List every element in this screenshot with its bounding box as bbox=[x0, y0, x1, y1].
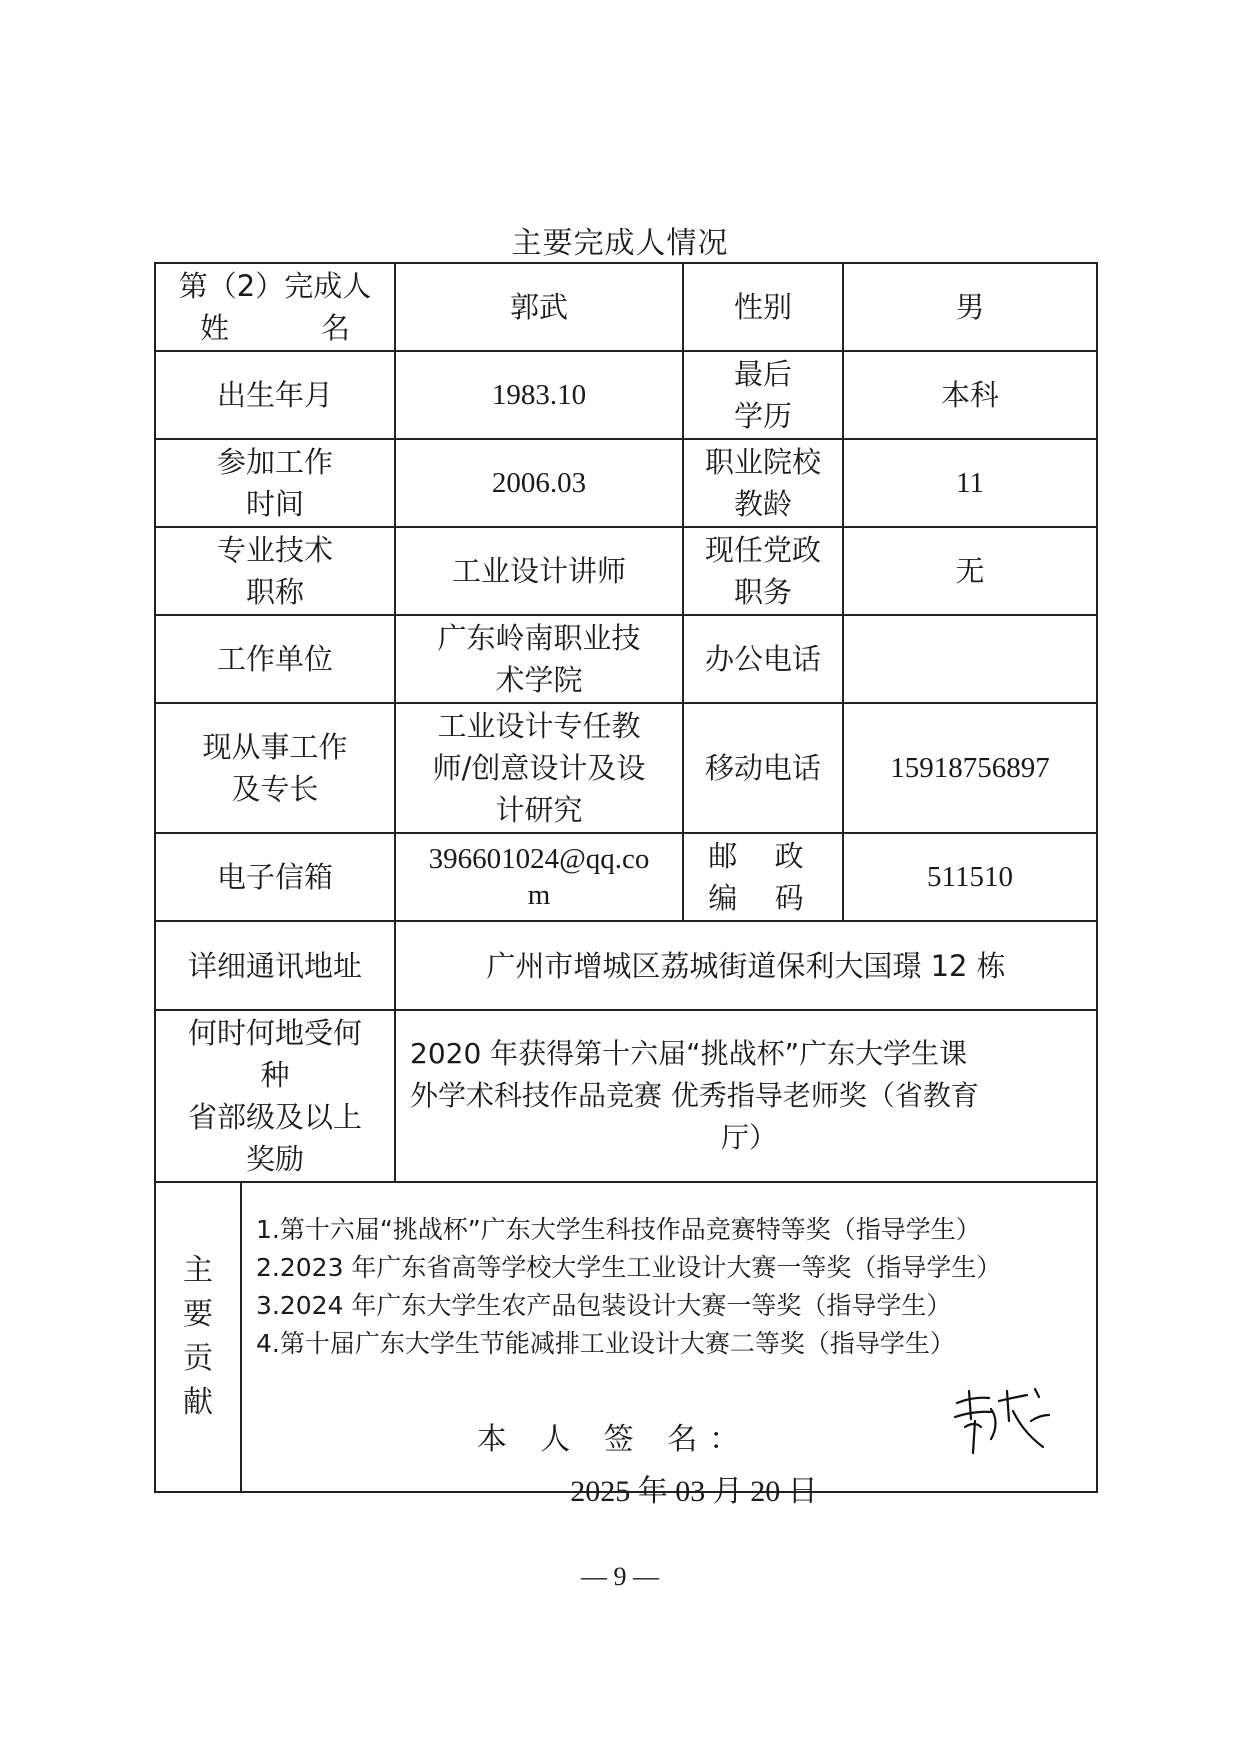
teaching-years-value: 11 bbox=[843, 439, 1097, 527]
award-value-line3: 厅） bbox=[721, 1121, 778, 1154]
contributions-label-char: 贡 bbox=[183, 1341, 213, 1376]
office-phone-value bbox=[843, 615, 1097, 703]
handwritten-signature bbox=[947, 1381, 1057, 1461]
education-label-line1: 最后 bbox=[734, 357, 793, 391]
tech-title-label-cell bbox=[155, 527, 395, 615]
party-post-label-line1: 现任党政 bbox=[705, 533, 822, 567]
award-value-line2: 外学术科技作品竞赛 优秀指导老师奖（省教育 bbox=[410, 1079, 979, 1112]
employer-value-cell bbox=[395, 615, 683, 703]
mobile-label: 移动电话 bbox=[683, 703, 843, 833]
teaching-years-label-cell bbox=[683, 439, 843, 527]
postcode-label-line1: 邮 政 bbox=[708, 839, 818, 873]
postcode-label-cell bbox=[683, 833, 843, 921]
employer-value-line2: 术学院 bbox=[495, 663, 583, 697]
contributions-content bbox=[241, 1182, 1097, 1508]
name-label-cell bbox=[155, 263, 395, 351]
award-label-line3: 省部级及以上 bbox=[188, 1100, 363, 1134]
education-label-cell bbox=[683, 351, 843, 439]
party-post-label-line2: 职务 bbox=[734, 575, 793, 609]
gender-value: 男 bbox=[843, 263, 1097, 351]
gender-label: 性别 bbox=[683, 263, 843, 351]
current-work-value-cell bbox=[395, 703, 683, 833]
signature-date: 2025 年 03 月 20 日 bbox=[570, 1475, 818, 1508]
name-value: 郭武 bbox=[395, 263, 683, 351]
education-label-line2: 学历 bbox=[734, 399, 793, 433]
award-value-line1: 2020 年获得第十六届“挑战杯”广东大学生课 bbox=[410, 1037, 968, 1070]
contribution-item: 1.第十六届“挑战杯”广东大学生科技作品竞赛特等奖（指导学生） bbox=[256, 1215, 981, 1244]
contribution-item: 2.2023 年广东省高等学校大学生工业设计大赛一等奖（指导学生） bbox=[256, 1253, 1002, 1282]
birth-label: 出生年月 bbox=[155, 351, 395, 439]
address-label: 详细通讯地址 bbox=[155, 921, 395, 1010]
email-value-line2: m bbox=[527, 879, 551, 911]
name-label-line2: 姓 名 bbox=[200, 311, 350, 345]
contributions-label-cell bbox=[155, 1182, 241, 1492]
party-post-value: 无 bbox=[843, 527, 1097, 615]
work-start-value: 2006.03 bbox=[395, 439, 683, 527]
email-value-line1: 396601024@qq.co bbox=[428, 843, 650, 875]
award-label-line1: 何时何地受何 bbox=[188, 1016, 363, 1050]
postcode-value: 511510 bbox=[843, 833, 1097, 921]
education-value: 本科 bbox=[843, 351, 1097, 439]
contributions-label-char: 要 bbox=[183, 1297, 213, 1332]
work-start-label-line2: 时间 bbox=[246, 487, 305, 521]
teaching-years-label-line2: 教龄 bbox=[734, 487, 793, 521]
work-start-label-cell bbox=[155, 439, 395, 527]
work-start-label-line1: 参加工作 bbox=[217, 445, 334, 479]
current-work-label-line2: 及专长 bbox=[231, 772, 319, 806]
personal-info-table bbox=[154, 262, 1098, 1508]
tech-title-label-line1: 专业技术 bbox=[217, 533, 334, 567]
address-value: 广州市增城区荔城街道保利大国璟 12 栋 bbox=[395, 921, 1097, 1010]
contributions-label-char: 献 bbox=[183, 1385, 213, 1420]
contributions-label-char: 主 bbox=[183, 1253, 213, 1288]
award-label-cell bbox=[155, 1010, 395, 1182]
award-label-line2: 种 bbox=[260, 1058, 290, 1092]
email-value-cell bbox=[395, 833, 683, 921]
current-work-label-cell bbox=[155, 703, 395, 833]
contribution-item: 3.2024 年广东大学生农产品包装设计大赛一等奖（指导学生） bbox=[256, 1291, 952, 1320]
employer-label: 工作单位 bbox=[155, 615, 395, 703]
current-work-value-line2: 师/创意设计及设 bbox=[432, 751, 646, 785]
employer-value-line1: 广东岭南职业技 bbox=[437, 621, 641, 655]
page-title: 主要完成人情况 bbox=[511, 226, 729, 261]
teaching-years-label-line1: 职业院校 bbox=[705, 445, 822, 479]
name-label-line1: 第（2）完成人 bbox=[178, 269, 372, 303]
office-phone-label: 办公电话 bbox=[683, 615, 843, 703]
award-label-line4: 奖励 bbox=[246, 1142, 305, 1176]
signature-label: 本 人 签 名： bbox=[476, 1422, 752, 1457]
party-post-label-cell bbox=[683, 527, 843, 615]
contribution-item: 4.第十届广东大学生节能减排工业设计大赛二等奖（指导学生） bbox=[256, 1329, 955, 1358]
current-work-value-line1: 工业设计专任教 bbox=[437, 709, 641, 743]
current-work-label-line1: 现从事工作 bbox=[202, 730, 348, 764]
tech-title-label-line2: 职称 bbox=[246, 575, 305, 609]
page-number: — 9 — bbox=[581, 1562, 659, 1591]
email-label: 电子信箱 bbox=[155, 833, 395, 921]
mobile-value: 15918756897 bbox=[843, 703, 1097, 833]
award-value-cell bbox=[395, 1010, 1097, 1182]
birth-value: 1983.10 bbox=[395, 351, 683, 439]
postcode-label-line2: 编 码 bbox=[708, 881, 818, 915]
current-work-value-line3: 计研究 bbox=[495, 793, 583, 827]
tech-title-value: 工业设计讲师 bbox=[395, 527, 683, 615]
